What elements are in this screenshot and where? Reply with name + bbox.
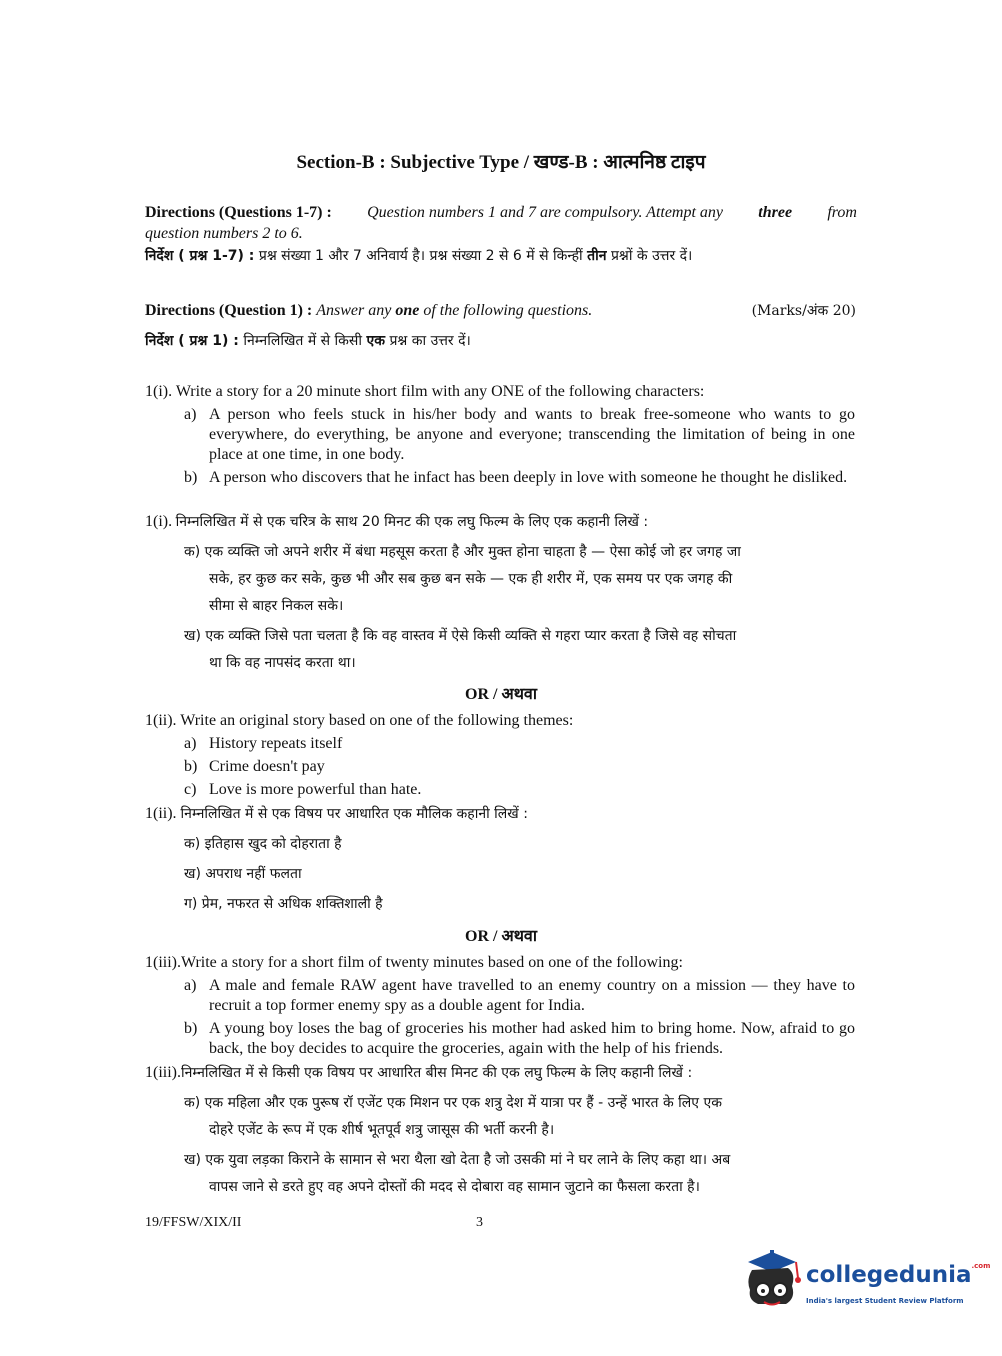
directions-q1-hindi-text-b: प्रश्न का उत्तर दें। xyxy=(389,333,471,349)
q1i-b-label: b) xyxy=(184,469,198,486)
directions-q1-bold: one xyxy=(395,302,420,319)
q1ii-b-text: Crime doesn't pay xyxy=(209,758,325,775)
logo-tagline: India's largest Student Review Platform xyxy=(806,1297,964,1305)
collegedunia-logo xyxy=(742,1250,991,1314)
directions-1-7-line2: question numbers 2 to 6. xyxy=(145,225,303,242)
q1i-hindi-stem xyxy=(145,512,648,531)
directions-1-7-hindi-text-b: प्रश्नों के उत्तर दें। xyxy=(610,248,693,264)
q1iii-hindi-a-line1: एक महिला और एक पुरूष रॉ एजेंट एक मिशन पर एक शत्रु देश में यात्रा पर हैं - उन्हें भारत के लिए एक xyxy=(204,1095,722,1111)
q1iii-number: 1(iii). xyxy=(145,954,181,971)
q1i-hindi-stem-text: निम्नलिखित में से एक चरित्र के साथ 20 मिनट की एक लघु फिल्म के लिए एक कहानी लिखें : xyxy=(175,514,649,530)
q1i-stem-text: Write a story for a 20 minute short film with any ONE of the following characters: xyxy=(175,383,705,400)
q1iii-hindi-b-1 xyxy=(184,1150,730,1169)
q1i-b-text: A person who discovers that he infact has been deeply in love with someone he thought he disliked. xyxy=(209,469,848,486)
directions-1-7-hindi xyxy=(145,246,692,265)
q1iii-b-text: A young boy loses the bag of groceries his mother had asked him to bring home. Now, afraid to go back, the boy decides to acquire the groceries, again with the help of his friends. xyxy=(209,1020,855,1057)
q1i-stem xyxy=(145,382,704,402)
directions-q1-hindi xyxy=(145,331,471,350)
q1iii-hindi-stem xyxy=(145,1063,692,1082)
q1iii-hindi-b-line2: वापस जाने से डरते हुए वह अपने दोस्तों की मदद से दोबारा वह सामान जुटाने का फैसला करता है। xyxy=(209,1179,700,1195)
q1ii-hindi-number: 1(ii). xyxy=(145,805,177,822)
q1ii-hindi-a: क) इतिहास खुद को दोहराता है xyxy=(184,836,342,852)
mascot-icon xyxy=(742,1250,804,1314)
logo-wordmark xyxy=(806,1262,990,1288)
q1iii-a-label: a) xyxy=(184,977,197,994)
q1ii-hindi-b: ख) अपराध नहीं फलता xyxy=(184,866,302,882)
directions-1-7-bold: three xyxy=(758,204,793,221)
q1ii-hindi-stem-text: निम्नलिखित में से एक विषय पर आधारित एक मौलिक कहानी लिखें : xyxy=(180,806,528,822)
directions-1-7-hindi-text-a: प्रश्न संख्या 1 और 7 अनिवार्य है। प्रश्न संख्या 2 से 6 में से किन्हीं xyxy=(258,248,583,264)
directions-q1 xyxy=(145,301,592,321)
q1iii-stem-text: Write a story for a short film of twenty minutes based on one of the following: xyxy=(181,954,683,971)
q1i-hindi-a-line2: सके, हर कुछ कर सके, कुछ भी और सब कुछ बन सके — एक ही शरीर में, एक समय पर एक जगह की xyxy=(209,571,733,587)
section-title: Section-B : Subjective Type / खण्ड-B : आत्मनिष्ठ टाइप xyxy=(296,152,706,173)
q1i-hindi-number: 1(i). xyxy=(145,513,173,530)
q1ii-hindi-stem xyxy=(145,804,528,823)
q1i-hindi-b-label: ख) xyxy=(184,628,201,644)
directions-q1-text-a: Answer any xyxy=(316,302,392,319)
directions-1-7-text-a: Question numbers 1 and 7 are compulsory. Attempt any xyxy=(367,204,724,221)
q1i-hindi-b-line1: एक व्यक्ति जिसे पता चलता है कि वह वास्तव में ऐसे किसी व्यक्ति से गहरा प्यार करता है जिसे वह सोचता xyxy=(205,628,737,644)
q1iii-hindi-b-line1: एक युवा लड़का किराने के सामान से भरा थैला खो देता है जो उसकी मां ने घर लाने के लिए कहा था। अब xyxy=(205,1152,731,1168)
marks-label: (Marks/अंक 20) xyxy=(751,303,856,319)
q1iii-hindi-stem-text: निम्नलिखित में से किसी एक विषय पर आधारित बीस मिनट की एक लघु फिल्म के लिए कहानी लिखें : xyxy=(181,1065,693,1081)
directions-1-7-hindi-bold: तीन xyxy=(587,248,607,264)
q1iii-stem xyxy=(145,953,683,973)
q1ii-a-label: a) xyxy=(184,735,197,752)
q1i-hindi-b-line2: था कि वह नापसंद करता था। xyxy=(209,655,356,671)
directions-q1-hindi-text-a: निम्नलिखित में से किसी xyxy=(243,333,363,349)
directions-q1-label: Directions (Question 1) : xyxy=(145,302,313,319)
q1i-hindi-a-line3: सीमा से बाहर निकल सके। xyxy=(209,598,344,614)
q1i-hindi-a-1 xyxy=(184,542,741,561)
q1i-number: 1(i). xyxy=(145,383,173,400)
page-number: 3 xyxy=(476,1215,483,1230)
q1i-hindi-a-label: क) xyxy=(184,544,201,560)
q1ii-c-text: Love is more powerful than hate. xyxy=(209,781,422,798)
q1iii-a-text: A male and female RAW agent have travelled to an enemy country on a mission — they have to recruit a top former enemy spy as a double agent for India. xyxy=(209,977,855,1014)
q1i-a-text: A person who feels stuck in his/her body and wants to break free-someone who wants to go everywhere, do everything, be anyone and everyone; transcending the limitation of being in one place at one time, in one body. xyxy=(209,406,855,463)
or-separator-2: OR / अथवा xyxy=(465,928,537,945)
q1iii-hindi-a-label: क) xyxy=(184,1095,201,1111)
directions-1-7-label: Directions (Questions 1-7) : xyxy=(145,204,332,221)
q1i-hindi-a-line1: एक व्यक्ति जो अपने शरीर में बंधा महसूस करता है और मुक्त होना चाहता है — ऐसा कोई जो हर जगह जा xyxy=(204,544,741,560)
directions-1-7 xyxy=(145,203,857,223)
directions-1-7-text-b: from xyxy=(827,204,857,221)
directions-q1-text-b: of the following questions. xyxy=(423,302,593,319)
q1ii-number: 1(ii). xyxy=(145,712,177,729)
q1ii-c-label: c) xyxy=(184,781,197,798)
logo-dot-com: .com xyxy=(971,1262,991,1270)
q1ii-stem xyxy=(145,711,573,731)
q1ii-b-label: b) xyxy=(184,758,198,775)
q1i-a-label: a) xyxy=(184,406,197,423)
q1iii-b-label: b) xyxy=(184,1020,198,1037)
q1ii-stem-text: Write an original story based on one of the following themes: xyxy=(180,712,574,729)
directions-q1-hindi-label: निर्देश ( प्रश्न 1) : xyxy=(145,333,239,349)
q1iii-hindi-a-1 xyxy=(184,1093,722,1112)
q1ii-a-text: History repeats itself xyxy=(209,735,343,752)
footer-code: 19/FFSW/XIX/II xyxy=(145,1215,242,1230)
q1iii-hindi-b-label: ख) xyxy=(184,1152,201,1168)
q1iii-hindi-a-line2: दोहरे एजेंट के रूप में एक शीर्ष भूतपूर्व शत्रु जासूस की भर्ती करनी है। xyxy=(209,1122,555,1138)
q1iii-hindi-number: 1(iii). xyxy=(145,1064,181,1081)
q1i-hindi-b-1 xyxy=(184,626,736,645)
or-separator-1: OR / अथवा xyxy=(465,686,537,703)
directions-1-7-hindi-label: निर्देश ( प्रश्न 1-7) : xyxy=(145,248,255,264)
logo-name: collegedunia xyxy=(806,1262,972,1288)
directions-q1-hindi-bold: एक xyxy=(366,333,385,349)
q1ii-hindi-c: ग) प्रेम, नफरत से अधिक शक्तिशाली है xyxy=(184,896,383,912)
